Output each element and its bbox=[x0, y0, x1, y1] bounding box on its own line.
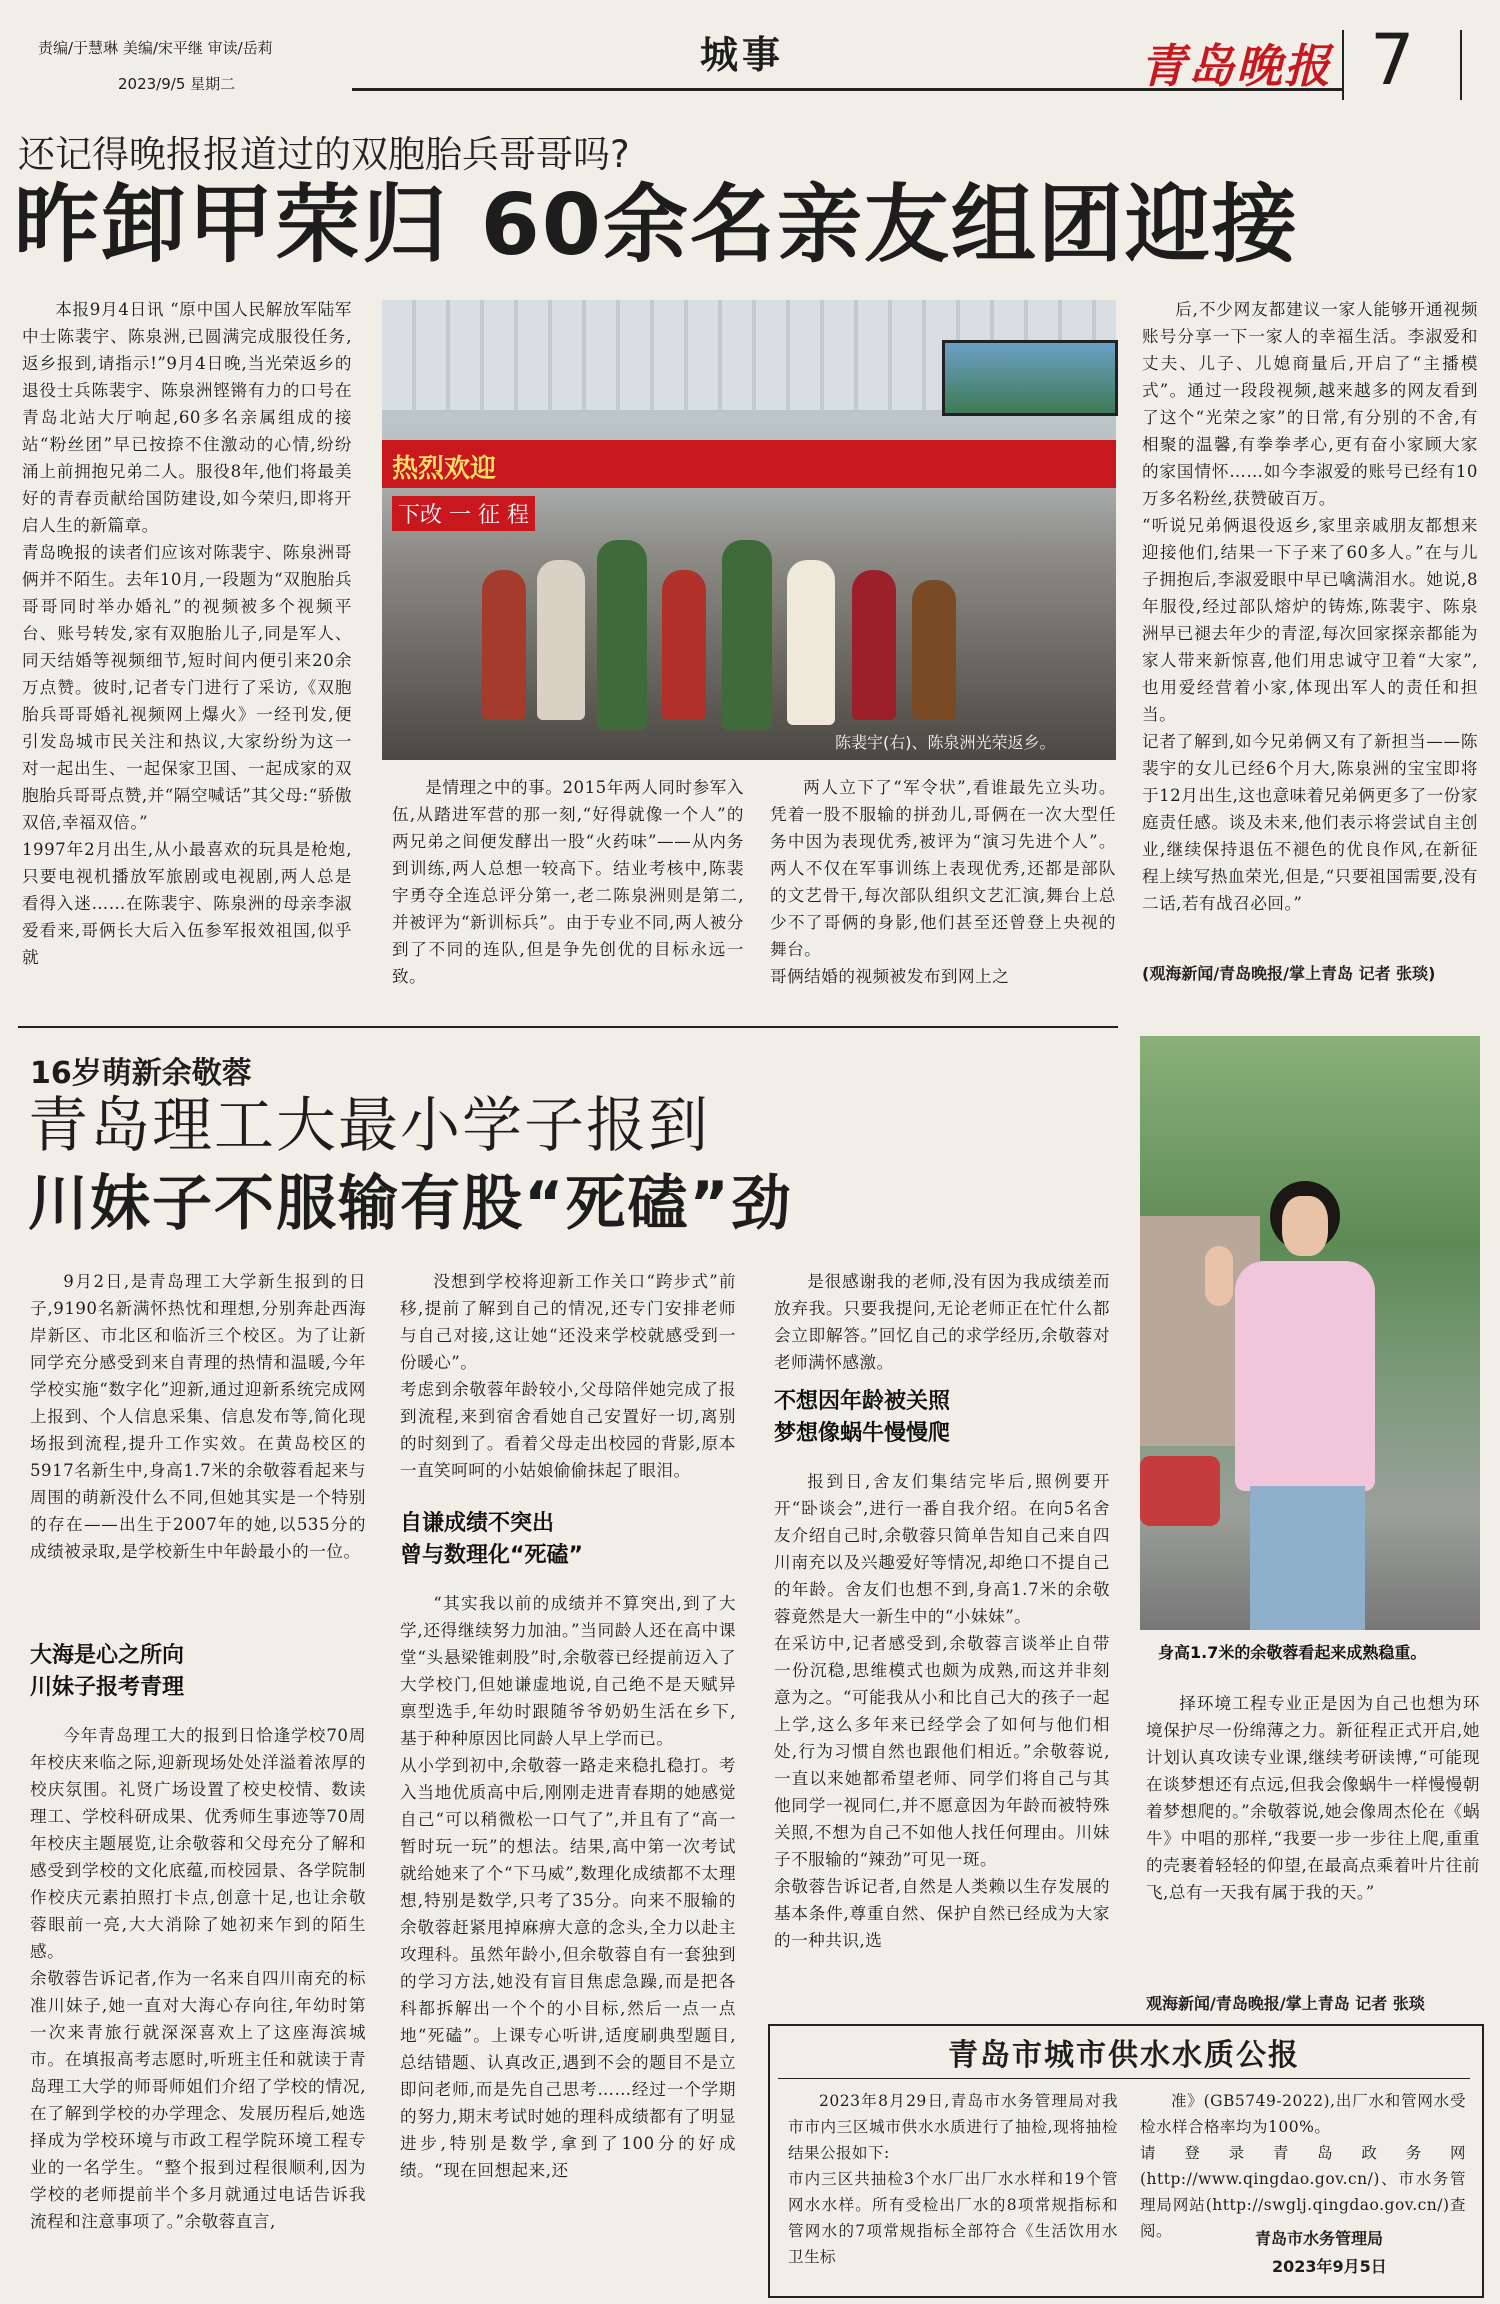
brand-logo: 青岛晚报 bbox=[1140, 39, 1332, 93]
article2-kicker: 16岁萌新余敬蓉 bbox=[30, 1056, 252, 1091]
article2-subhead2: 自谦成绩不突出 曾与数理化“死磕” bbox=[400, 1511, 583, 1568]
article2-col4: 择环境工程专业正是因为自己也想为环境保护尽一份绵薄之力。新征程正式开启,她计划认真攻读专业课,继续考研读博,“可能现在谈梦想还有点远,但我会像蜗牛一样慢慢朝着梦想爬的。”余敬蓉说,她会像周杰伦在《蜗牛》中唱的那样,“我要一步一步往上爬,重重的壳裹着轻轻的仰望,在最高点乘着叶片往前飞,总有一天我有属于我的天。” bbox=[1146, 1694, 1480, 1902]
page-number: 7 bbox=[1370, 19, 1415, 101]
article1-col2: 是情理之中的事。2015年两人同时参军入伍,从踏进军营的那一刻,“好得就像一个人”的两兄弟之间便发酵出一股“火药味”——从内务到训练,两人总想一较高下。结业考核中,陈裴宇勇夺全连总评分第一,老二陈泉洲则是第二,并被评为“新训标兵”。由于专业不同,两人被分到了不同的连队,但是争先创优的目标永远一致。 bbox=[392, 778, 744, 986]
article1-headline: 昨卸甲荣归 60余名亲友组团迎接 bbox=[14, 176, 1299, 275]
article2-col1-intro: 9月2日,是青岛理工大学新生报到的日子,9190名新满怀热忱和理想,分别奔赴西海岸新区、市北区和临沂三个校区。为了让新同学充分感受到来自青理的热情和温暖,今年学校实施“数字化”迎新,通过迎新系统完成网上报到、个人信息采集、信息发布等,简化现场报到流程,提升工作实效。在黄岛校区的5917名新生中,身高1.7米的余敬蓉看起来与周围的萌新没什么不同,但她其实是一个特别的存在——出生于2007年的她,以535分的成绩被录取,是学校新生中年龄最小的一位。 bbox=[30, 1272, 366, 1561]
article2-subhead3: 不想因年龄被关照 梦想像蜗牛慢慢爬 bbox=[774, 1389, 951, 1446]
notice-col2: 准》(GB5749-2022),出厂水和管网水受检水样合格率均为100%。 请登录青岛政务网(http://www.qingdao.gov.cn/)、市水务管理局网站(http://swglj.qingdao.gov.cn/)查阅。 bbox=[1140, 2092, 1466, 2240]
issue-date: 2023/9/5 星期二 bbox=[118, 75, 236, 93]
article1-photo-caption: 陈裴宇(右)、陈泉洲光荣返乡。 bbox=[835, 733, 1056, 752]
article2-col1-body: 今年青岛理工大的报到日恰逢学校70周年校庆来临之际,迎新现场处处洋溢着浓厚的校庆氛围。礼贤广场设置了校史校情、数读理工、学校科研成果、优秀师生事迹等70周年校庆主题展览,让余敬蓉和父母充分了解和感受到学校的文化底蕴,而校园景、各学院制作校庆元素拍照打卡点,创意十足,也让余敬蓉眼前一亮,大大消除了她初来乍到的陌生感。 余敬蓉告诉记者,作为一名来自四川南充的标准川妹子,她一直对大海心存向往,年幼时第一次来青旅行就深深喜欢上了这座海滨城市。在填报高考志愿时,听班主任和就读于青岛理工大学的师哥师姐们介绍了学校的情况,在了解到学校的办学理念、发展历程后,她选择成为学校环境与市政工程学院环境工程专业的一名学生。“整个报到过程很顺利,因为学校的老师提前半个多月就通过电话告诉我流程和注意事项了。”余敬蓉直言, bbox=[30, 1726, 366, 2231]
article2-credit: 观海新闻/青岛晚报/掌上青岛 记者 张琰 bbox=[1146, 1994, 1425, 2013]
notice-title-rule bbox=[778, 2078, 1470, 2079]
notice-signature-org: 青岛市水务管理局 bbox=[1255, 2229, 1384, 2248]
notice-title: 青岛市城市供水水质公报 bbox=[948, 2038, 1300, 2073]
article1-col1: 本报9月4日讯 “原中国人民解放军陆军中士陈裴宇、陈泉洲,已圆满完成服役任务,返乡报到,请指示!”9月4日晚,当光荣返乡的退役士兵陈裴宇、陈泉洲铿锵有力的口号在青岛北站大厅响起,60多名亲属组成的接站“粉丝团”早已按捺不住激动的心情,纷纷涌上前拥抱兄弟二人。服役8年,他们将最美好的青春贡献给国防建设,如今荣归,即将开启人生的新篇章。 青岛晚报的读者们应该对陈裴宇、陈泉洲哥俩并不陌生。去年10月,一段题为“双胞胎兵哥哥同时举办婚礼”的视频被多个视频平台、账号转发,家有双胞胎儿子,同是军人、同天结婚等视频细节,短时间内便引来20余万点赞。彼时,记者专门进行了采访,《双胞胎兵哥哥婚礼视频网上爆火》一经刊发,便引发岛城市民关注和热议,大家纷纷为这一对一起出生、一起保家卫国、一起成家的双胞胎兵哥哥点赞,并“隔空喊话”其父母:“骄傲双倍,幸福双倍。” 1997年2月出生,从小最喜欢的玩具是枪炮,只要电视机播放军旅剧或电视剧,两人总是看得入迷……在陈裴宇、陈泉洲的母亲李淑爱看来,哥俩长大后入伍参军报效祖国,似乎就 bbox=[22, 300, 352, 967]
article2-headline-line2: 川妹子不服输有股“死磕”劲 bbox=[28, 1169, 793, 1239]
article2-headline-line1: 青岛理工大最小学子报到 bbox=[28, 1091, 710, 1161]
article1-col3: 两人立下了“军令状”,看谁最先立头功。凭着一股不服输的拼劲儿,哥俩在一次大型任务中因为表现优秀,被评为“演习先进个人”。两人不仅在军事训练上表现优秀,还都是部队的文艺骨干,每次部队组织文艺汇演,舞台上总少不了哥俩的身影,他们甚至还曾登上央视的舞台。 哥俩结婚的视频被发布到网上之 bbox=[770, 778, 1116, 986]
article2-col2-top: 没想到学校将迎新工作关口“跨步式”前移,提前了解到自己的情况,还专门安排老师与自己对接,这让她“还没来学校就感受到一份暖心”。 考虑到余敬蓉年龄较小,父母陪伴她完成了报到流程,来到宿舍看她自己安置好一切,离别的时刻到了。看着父母走出校园的背影,原本一直笑呵呵的小姑娘偷偷抹起了眼泪。 bbox=[400, 1272, 736, 1480]
article1-photo bbox=[382, 300, 1116, 760]
article1-credit: (观海新闻/青岛晚报/掌上青岛 记者 张琰) bbox=[1142, 964, 1436, 983]
notice-col1: 2023年8月29日,青岛市水务管理局对我市市内三区城市供水水质进行了抽检,现将抽检结果公报如下: 市内三区共抽检3个水厂出厂水水样和19个管网水水样。所有受检出厂水的8项常规指标和管网水的7项常规指标全部符合《生活饮用水卫生标 bbox=[788, 2092, 1118, 2266]
article2-col3-top: 是很感谢我的老师,没有因为我成绩差而放弃我。只要我提问,无论老师正在忙什么都会立即解答。”回忆自己的求学经历,余敬蓉对老师满怀感激。 bbox=[774, 1272, 1110, 1372]
header-divider bbox=[1342, 30, 1344, 100]
article2-photo-caption: 身高1.7米的余敬蓉看起来成熟稳重。 bbox=[1158, 1643, 1427, 1662]
photo-banner-text-2: 下改 一 征 程 bbox=[392, 496, 535, 531]
article1-bottom-rule bbox=[18, 1026, 1118, 1028]
editors-line: 责编/于慧琳 美编/宋平继 审读/岳莉 bbox=[38, 39, 273, 57]
article2-photo bbox=[1140, 1036, 1480, 1630]
article1-kicker: 还记得晚报报道过的双胞胎兵哥哥吗? bbox=[18, 133, 630, 176]
header-divider-right bbox=[1460, 30, 1462, 100]
section-name: 城事 bbox=[700, 33, 785, 77]
photo-banner-text: 热烈欢迎 bbox=[392, 454, 497, 484]
article2-subhead1: 大海是心之所向 川妹子报考青理 bbox=[30, 1643, 185, 1700]
article1-col4: 后,不少网友都建议一家人能够开通视频账号分享一下一家人的幸福生活。李淑爱和丈夫、儿子、儿媳商量后,开启了“主播模式”。通过一段段视频,越来越多的网友看到了这个“光荣之家”的日常,有分别的不舍,有相聚的温馨,有拳拳孝心,更有奋小家顾大家的家国情怀……如今李淑爱的账号已经有10万多名粉丝,获赞破百万。 “听说兄弟俩退役返乡,家里亲戚朋友都想来迎接他们,结果一下子来了60多人。”在与儿子拥抱后,李淑爱眼中早已噙满泪水。她说,8年服役,经过部队熔炉的铸炼,陈裴宇、陈泉洲早已褪去年少的青涩,每次回家探亲都能为家人带来新惊喜,他们用忠诚守卫着“大家”,也用爱经营着小家,体现出军人的责任和担当。 记者了解到,如今兄弟俩又有了新担当——陈裴宇的女儿已经6个月大,陈泉洲的宝宝即将于12月出生,这也意味着兄弟俩更多了一份家庭责任感。谈及未来,他们表示将尝试自主创业,继续保持退伍不褪色的优良作风,在新征程上续写热血荣光,但是,“只要祖国需要,没有二话,若有战召必回。” bbox=[1142, 300, 1478, 913]
notice-signature-date: 2023年9月5日 bbox=[1272, 2257, 1387, 2276]
article2-col2-body: “其实我以前的成绩并不算突出,到了大学,还得继续努力加油。”当同龄人还在高中课堂“头悬梁锥刺股”时,余敬蓉已经提前迈入了大学校门,但她谦虚地说,自己绝不是天赋异禀型选手,年幼时跟随爷爷奶奶生活在乡下,基于种种原因比同龄人早上学而已。 从小学到初中,余敬蓉一路走来稳扎稳打。考入当地优质高中后,刚刚走进青春期的她感觉自己“可以稍微松一口气了”,并且有了“高一暂时玩一玩”的想法。结果,高中第一次考试就给她来了个“下马威”,数理化成绩都不太理想,特别是数学,只考了35分。向来不服输的余敬蓉赶紧甩掉麻痹大意的念头,全力以赴主攻理科。虽然年龄小,但余敬蓉自有一套独到的学习方法,她没有盲目焦虑急躁,而是把各科都拆解出一个个的小目标,然后一点一点地“死磕”。上课专心听讲,适度刷典型题目,总结错题、认真改正,遇到不会的题目不是立即问老师,而是先自己思考……经过一个学期的努力,期末考试时她的理科成绩都有了明显进步,特别是数学,拿到了100分的好成绩。“现在回想起来,还 bbox=[400, 1594, 736, 2180]
article2-col3-body: 报到日,舍友们集结完毕后,照例要开开“卧谈会”,进行一番自我介绍。在向5名舍友介绍自己时,余敬蓉只简单告知自己来自四川南充以及兴趣爱好等情况,却绝口不提自己的年龄。舍友们也想不到,身高1.7米的余敬蓉竟然是大一新生中的“小妹妹”。 在采访中,记者感受到,余敬蓉言谈举止自带一份沉稳,思维模式也颇为成熟,而这并非刻意为之。“可能我从小和比自己大的孩子一起上学,这么多年来已经学会了如何与他们相处,行为习惯自然也跟他们相近。”余敬蓉说,一直以来她都希望老师、同学们将自己与其他同学一视同仁,并不愿意因为年龄而被特殊关照,不想为自己不如他人找任何理由。川妹子不服输的“辣劲”可见一斑。 余敬蓉告诉记者,自然是人类赖以生存发展的基本条件,尊重自然、保护自然已经成为大家的一种共识,选 bbox=[774, 1472, 1110, 1950]
